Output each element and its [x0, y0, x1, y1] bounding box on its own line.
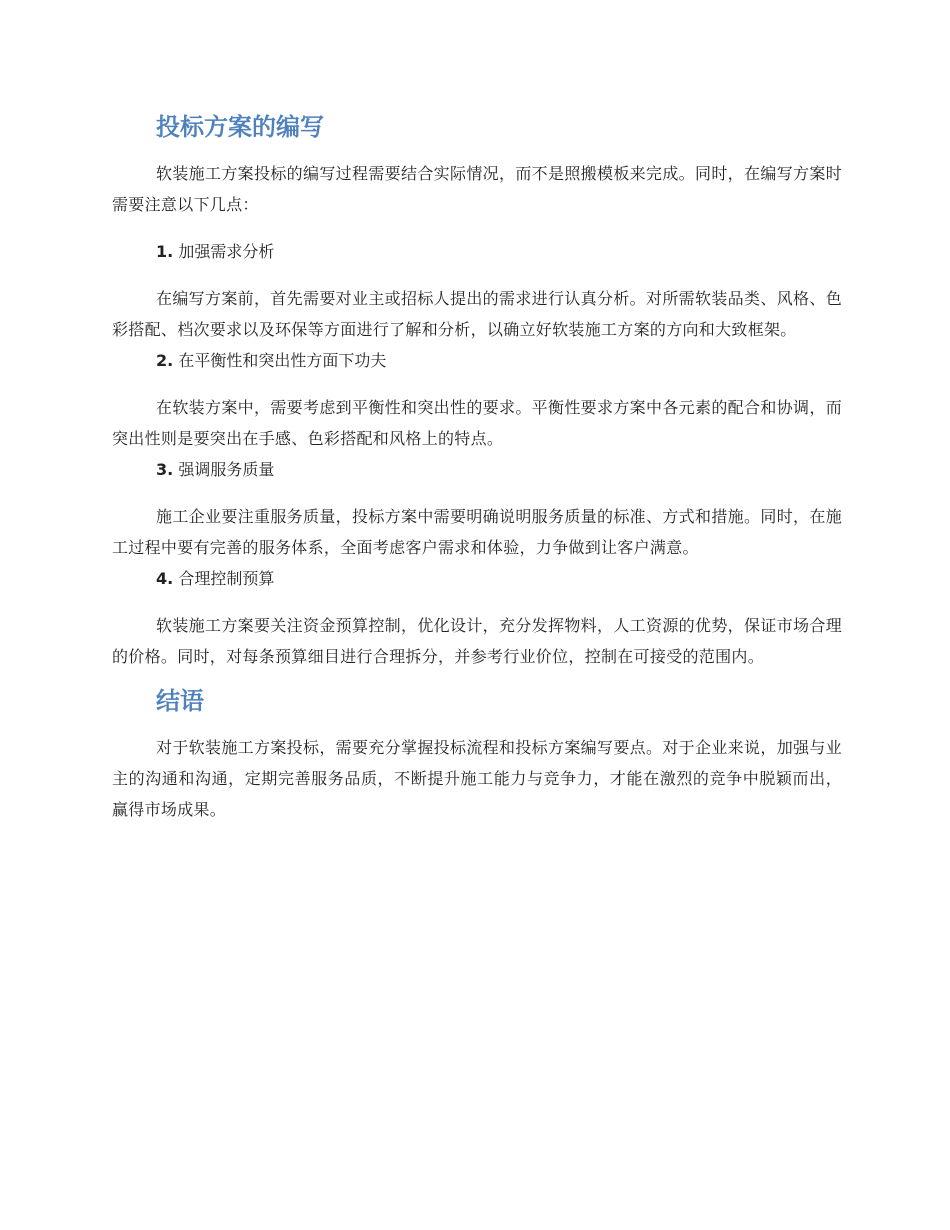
- item-title-text: 在平衡性和突出性方面下功夫: [178, 351, 387, 370]
- item-paragraph-1: 在编写方案前，首先需要对业主或招标人提出的需求进行认真分析。对所需软装品类、风格、色彩搭配、档次要求以及环保等方面进行了解和分析，以确立好软装施工方案的方向和大致框架。: [112, 289, 842, 339]
- conclusion-paragraph: 对于软装施工方案投标，需要充分掌握投标流程和投标方案编写要点。对于企业来说，加强与业主的沟通和沟通，定期完善服务品质，不断提升施工能力与竞争力，才能在激烈的竞争中脱颖而出，赢得市场成果。: [112, 738, 842, 819]
- item-number: 4.: [156, 569, 174, 588]
- item-title-text: 合理控制预算: [178, 569, 275, 588]
- item-paragraph-4: 软装施工方案要关注资金预算控制，优化设计，充分发挥物料，人工资源的优势，保证市场合理的价格。同时，对每条预算细目进行合理拆分，并参考行业价位，控制在可接受的范围内。: [112, 616, 842, 666]
- item-number: 3.: [156, 460, 174, 479]
- item-paragraph-3: 施工企业要注重服务质量，投标方案中需要明确说明服务质量的标准、方式和措施。同时，在施工过程中要有完善的服务体系，全面考虑客户需求和体验，力争做到让客户满意。: [112, 507, 842, 557]
- item-title-4: [112, 563, 842, 594]
- item-title-1: [112, 236, 842, 267]
- document-content: [112, 108, 842, 825]
- section-heading-conclusion: 结语: [156, 687, 204, 715]
- intro-paragraph: 软装施工方案投标的编写过程需要结合实际情况，而不是照搬模板来完成。同时，在编写方案时需要注意以下几点：: [112, 164, 842, 214]
- item-title-3: [112, 454, 842, 485]
- item-title-text: 加强需求分析: [178, 242, 275, 261]
- section-heading-bid-writing: 投标方案的编写: [156, 113, 324, 141]
- item-title-2: [112, 345, 842, 376]
- item-number: 2.: [156, 351, 174, 370]
- item-title-text: 强调服务质量: [178, 460, 275, 479]
- item-paragraph-2: 在软装方案中，需要考虑到平衡性和突出性的要求。平衡性要求方案中各元素的配合和协调，而突出性则是要突出在手感、色彩搭配和风格上的特点。: [112, 398, 842, 448]
- item-number: 1.: [156, 242, 174, 261]
